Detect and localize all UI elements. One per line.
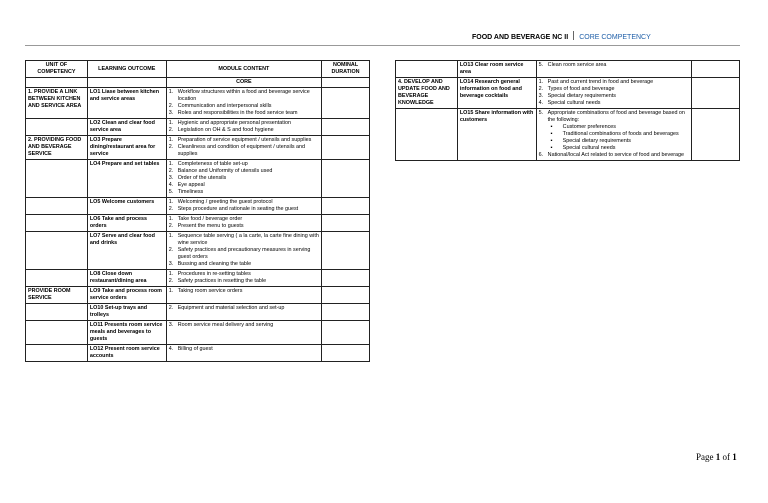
item-number: 6. xyxy=(538,152,544,158)
item-number: 2. xyxy=(538,86,544,92)
content-item xyxy=(169,89,319,103)
content-cell xyxy=(536,61,692,78)
left-competency-table xyxy=(25,60,370,362)
col-content-header: MODULE CONTENT xyxy=(166,61,321,78)
unit-cell xyxy=(396,61,458,78)
duration-cell xyxy=(692,78,740,109)
table-row xyxy=(26,345,370,362)
duration-cell xyxy=(692,109,740,161)
item-number: 2. xyxy=(168,168,174,174)
item-number: 1. xyxy=(168,161,174,167)
content-item xyxy=(169,182,319,189)
content-item xyxy=(169,271,319,278)
item-text: Take food / beverage order xyxy=(177,216,243,222)
item-number: 2. xyxy=(168,305,174,311)
unit-cell xyxy=(26,321,88,345)
unit-cell xyxy=(26,160,88,198)
table-row xyxy=(26,88,370,119)
outcome-cell: LO8 Close down restaurant/dining area xyxy=(87,270,166,287)
content-cell xyxy=(166,215,321,232)
item-number: 2. xyxy=(168,223,174,229)
item-number: 1. xyxy=(168,288,174,294)
item-number: 4. xyxy=(538,100,544,106)
item-text: Timeliness xyxy=(177,189,204,195)
content-item xyxy=(169,144,319,158)
item-text: Room service meal delivery and serving xyxy=(177,322,274,328)
module-content-list xyxy=(169,216,319,230)
module-content-list xyxy=(169,233,319,268)
module-content-list xyxy=(539,79,690,107)
content-item xyxy=(169,305,319,312)
col-duration-header: NOMINAL DURATION xyxy=(322,61,370,78)
item-text: Equipment and material selection and set-up xyxy=(177,305,285,311)
item-number: 3. xyxy=(168,175,174,181)
duration-cell xyxy=(322,198,370,215)
content-cell xyxy=(166,198,321,215)
bullet-item xyxy=(539,131,690,138)
content-cell xyxy=(166,88,321,119)
bullet-list xyxy=(539,124,690,152)
module-content-list xyxy=(539,110,690,124)
item-text: Workflow structures within a food and beverage service location xyxy=(177,89,310,102)
content-item xyxy=(169,322,319,329)
content-cell xyxy=(166,321,321,345)
module-content-list xyxy=(169,120,319,134)
content-item xyxy=(169,175,319,182)
item-text: Present the menu to guests xyxy=(177,223,244,229)
bullet-text: Special cultural needs xyxy=(562,145,616,151)
module-content-list xyxy=(169,161,319,196)
outcome-cell: LO9 Take and process room service orders xyxy=(87,287,166,304)
bullet-text: Traditional combinations of foods and beverages xyxy=(562,131,679,137)
item-text: Special dietary requirements xyxy=(547,93,616,99)
content-cell xyxy=(166,136,321,160)
duration-cell xyxy=(322,321,370,345)
unit-cell: PROVIDE ROOM SERVICE xyxy=(26,287,88,304)
item-number: 5. xyxy=(538,110,544,116)
right-competency-table xyxy=(395,60,740,161)
item-text: Safety practices in resetting the table xyxy=(177,278,267,284)
module-content-list xyxy=(169,271,319,285)
duration-cell xyxy=(692,61,740,78)
item-number: 1. xyxy=(168,137,174,143)
table-row xyxy=(26,136,370,160)
outcome-cell: LO13 Clear room service area xyxy=(457,61,536,78)
bullet-text: Customer preferences xyxy=(562,124,617,130)
duration-cell xyxy=(322,88,370,119)
table-row xyxy=(26,270,370,287)
item-text: Past and current trend in food and beverage xyxy=(547,79,654,85)
table-row xyxy=(26,119,370,136)
content-item xyxy=(169,261,319,268)
unit-cell: 4. DEVELOP AND UPDATE FOOD AND BEVERAGE KNOWLEDGE xyxy=(396,78,458,109)
content-item xyxy=(169,216,319,223)
content-item xyxy=(169,189,319,196)
content-item xyxy=(539,86,690,93)
bullet-icon: ▪ xyxy=(550,145,553,151)
outcome-cell: LO15 Share information with customers xyxy=(457,109,536,161)
content-cell xyxy=(166,345,321,362)
outcome-cell: LO10 Set-up trays and trolleys xyxy=(87,304,166,321)
header-divider xyxy=(573,31,574,40)
outcome-cell: LO1 Liase between kitchen and service areas xyxy=(87,88,166,119)
content-item xyxy=(169,161,319,168)
outcome-cell: LO2 Clean and clear food service area xyxy=(87,119,166,136)
table-header-row xyxy=(26,61,370,78)
bullet-item xyxy=(539,124,690,131)
item-text: Steps procedure and rationale in seating the guest xyxy=(177,206,299,212)
page-header xyxy=(472,31,651,41)
duration-cell xyxy=(322,287,370,304)
unit-cell xyxy=(26,119,88,136)
content-item xyxy=(539,152,690,159)
content-item xyxy=(539,93,690,100)
col-unit-header: UNIT OF COMPETENCY xyxy=(26,61,88,78)
item-number: 1. xyxy=(168,233,174,239)
content-item xyxy=(539,79,690,86)
outcome-cell: LO12 Present room service accounts xyxy=(87,345,166,362)
item-number: 3. xyxy=(168,110,174,116)
item-text: Completeness of table set-up xyxy=(177,161,248,167)
content-cell xyxy=(166,232,321,270)
item-number: 1. xyxy=(168,199,174,205)
item-text: Welcoming / greeting the guest protocol xyxy=(177,199,273,205)
content-item xyxy=(539,62,690,69)
item-text: Bussing and cleaning the table xyxy=(177,261,252,267)
content-item xyxy=(169,288,319,295)
bullet-icon: ▪ xyxy=(550,138,553,144)
bullet-icon: ▪ xyxy=(550,131,553,137)
item-number: 2. xyxy=(168,127,174,133)
unit-cell xyxy=(26,345,88,362)
bullet-icon: ▪ xyxy=(550,124,553,130)
item-text: Types of food and beverage xyxy=(547,86,615,92)
outcome-cell: LO6 Take and process orders xyxy=(87,215,166,232)
item-number: 1. xyxy=(168,89,174,95)
item-number: 5. xyxy=(538,62,544,68)
col-outcome-header: LEARNING OUTCOME xyxy=(87,61,166,78)
content-cell xyxy=(166,119,321,136)
outcome-cell: LO5 Welcome customers xyxy=(87,198,166,215)
unit-cell xyxy=(26,215,88,232)
unit-cell xyxy=(26,198,88,215)
module-content-list xyxy=(169,346,319,353)
content-item xyxy=(169,127,319,134)
module-content-list xyxy=(169,322,319,329)
content-item xyxy=(539,100,690,107)
unit-cell: 2. PROVIDING FOOD AND BEVERAGE SERVICE xyxy=(26,136,88,160)
module-content-list xyxy=(169,305,319,312)
item-text: Order of the utensils xyxy=(177,175,227,181)
item-number: 1. xyxy=(538,79,544,85)
outcome-cell: LO4 Prepare and set tables xyxy=(87,160,166,198)
bullet-item xyxy=(539,145,690,152)
content-item xyxy=(169,346,319,353)
item-number: 3. xyxy=(168,261,174,267)
item-text: Communication and interpersonal skills xyxy=(177,103,272,109)
table-row xyxy=(26,198,370,215)
unit-cell xyxy=(26,270,88,287)
header-rule xyxy=(25,45,740,46)
header-title: FOOD AND BEVERAGE NC II xyxy=(472,34,569,41)
item-text: Hygienic and appropriate personal presentation xyxy=(177,120,291,126)
duration-cell xyxy=(322,270,370,287)
item-number: 2. xyxy=(168,206,174,212)
unit-cell xyxy=(26,232,88,270)
table-row xyxy=(396,109,740,161)
duration-cell xyxy=(322,232,370,270)
duration-cell xyxy=(322,119,370,136)
content-cell xyxy=(166,304,321,321)
duration-cell xyxy=(322,304,370,321)
duration-cell xyxy=(322,136,370,160)
content-cell xyxy=(536,109,692,161)
module-content-list xyxy=(539,62,690,69)
item-text: Eye appeal xyxy=(177,182,205,188)
item-text: Sequence table serving ( a la carte, la carte fine dining with wine service xyxy=(177,233,319,246)
item-number: 5. xyxy=(168,189,174,195)
duration-cell xyxy=(322,215,370,232)
content-item xyxy=(169,103,319,110)
bullet-text: Special dietary requirements xyxy=(562,138,631,144)
item-number: 2. xyxy=(168,247,174,253)
outcome-cell: LO14 Research general information on food and beverage cocktails xyxy=(457,78,536,109)
item-text: Billing of guest xyxy=(177,346,213,352)
content-cell xyxy=(166,270,321,287)
item-number: 4. xyxy=(168,346,174,352)
content-item xyxy=(539,110,690,124)
item-text: Roles and responsibilities in the food service team xyxy=(177,110,298,116)
outcome-cell: LO11 Presents room service meals and beverages to guests xyxy=(87,321,166,345)
item-number: 2. xyxy=(168,278,174,284)
outcome-cell: LO3 Prepare dining/restaurant area for service xyxy=(87,136,166,160)
table-row xyxy=(26,304,370,321)
content-item xyxy=(169,120,319,127)
core-label: CORE xyxy=(166,78,321,88)
item-number: 3. xyxy=(538,93,544,99)
duration-cell xyxy=(322,345,370,362)
duration-cell xyxy=(322,160,370,198)
item-number: 1. xyxy=(168,120,174,126)
item-number: 1. xyxy=(168,216,174,222)
unit-cell xyxy=(396,109,458,161)
content-cell xyxy=(166,287,321,304)
item-number: 1. xyxy=(168,271,174,277)
content-cell xyxy=(166,160,321,198)
outcome-cell: LO7 Serve and clear food and drinks xyxy=(87,232,166,270)
content-item xyxy=(169,247,319,261)
content-item xyxy=(169,199,319,206)
module-content-list xyxy=(169,199,319,213)
table-row xyxy=(26,287,370,304)
content-item xyxy=(169,137,319,144)
item-text: Legislation on OH & S and food hygiene xyxy=(177,127,274,133)
table-row xyxy=(26,215,370,232)
content-item xyxy=(169,110,319,117)
item-text: Procedures in re-setting tables xyxy=(177,271,251,277)
item-text: National/local Act related to service of food and beverage xyxy=(547,152,685,158)
item-text: Taking room service orders xyxy=(177,288,243,294)
content-item xyxy=(169,206,319,213)
content-item xyxy=(169,278,319,285)
content-cell xyxy=(536,78,692,109)
item-text: Balance and Uniformity of utensils used xyxy=(177,168,273,174)
table-row xyxy=(26,321,370,345)
content-item xyxy=(169,223,319,230)
content-item xyxy=(169,168,319,175)
item-text: Cleanliness and condition of equipment / utensils and supplies xyxy=(177,144,306,157)
header-subtitle: CORE COMPETENCY xyxy=(579,34,651,41)
table-row xyxy=(396,61,740,78)
module-content-list xyxy=(169,137,319,158)
item-text: Preparation of service equipment / utensils and supplies xyxy=(177,137,312,143)
item-number: 2. xyxy=(168,103,174,109)
item-text: Safety practices and precautionary measures in serving guest orders xyxy=(177,247,311,260)
item-text: Clean room service area xyxy=(547,62,607,68)
bullet-item xyxy=(539,138,690,145)
page-number: Page 1 of 1 xyxy=(696,452,737,462)
item-text: Appropriate combinations of food and beverage based on the following: xyxy=(547,110,685,123)
item-number: 4. xyxy=(168,182,174,188)
content-item xyxy=(169,233,319,247)
module-content-list xyxy=(169,89,319,117)
unit-cell: 1. PROVIDE A LINK BETWEEN KITCHEN AND SERVICE AREA xyxy=(26,88,88,119)
item-text: Special cultural needs xyxy=(547,100,601,106)
item-number: 3. xyxy=(168,322,174,328)
unit-cell xyxy=(26,304,88,321)
module-content-list xyxy=(169,288,319,295)
item-number: 2. xyxy=(168,144,174,150)
table-row xyxy=(26,232,370,270)
table-row xyxy=(26,160,370,198)
core-row xyxy=(26,78,370,88)
module-content-list xyxy=(539,152,690,159)
table-row xyxy=(396,78,740,109)
